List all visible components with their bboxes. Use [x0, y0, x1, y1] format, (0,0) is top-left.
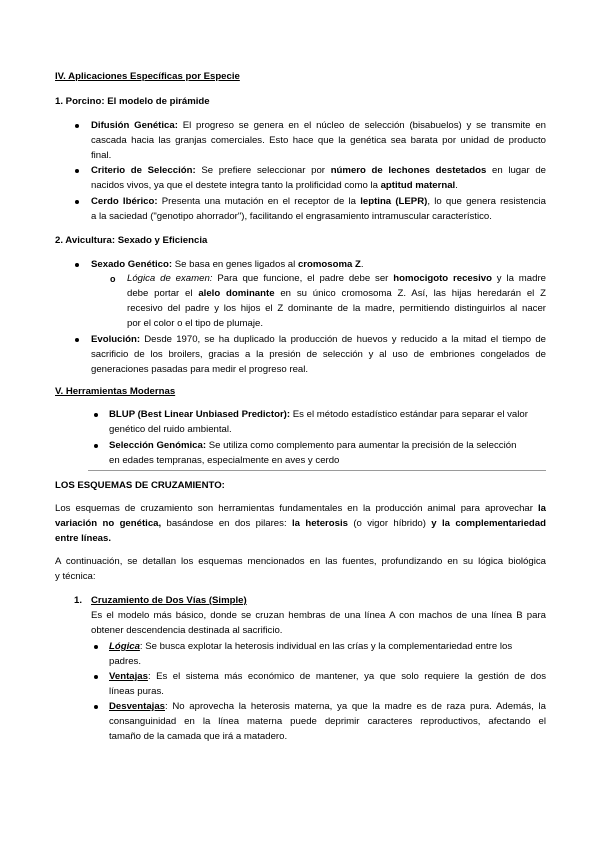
bullet-icon: [75, 338, 79, 342]
genomica-line-2: en edades tempranas, especialmente en aves y cerdo: [109, 455, 340, 466]
desventajas-line-2: consanguinidad en la línea materna puede deprimir caracteres reproductivos, afectando el: [109, 716, 546, 727]
criterio-line-2: nacidos vivos, ya que el destete integra tanto la prolificidad como la aptitud maternal.: [91, 180, 458, 191]
logica-examen-line-4: por el color o el tipo de plumaje.: [127, 318, 263, 329]
continuacion-line-1: A continuación, se detallan los esquemas mencionados en las fuentes, profundizando en su lógica biológica: [55, 556, 546, 567]
section-divider: [88, 470, 546, 471]
circle-bullet-icon: o: [110, 274, 116, 284]
ventajas-line-2: líneas puras.: [109, 686, 164, 697]
bullet-icon: [75, 263, 79, 267]
desventajas-line-1: Desventajas: No aprovecha la heterosis materna, ya que la madre es de raza pura. Además, la: [109, 701, 546, 712]
cruzamiento-intro-line-3: entre líneas.: [55, 533, 111, 544]
logica-examen-line-3: recesivo del padre y los hijos el Z dominante de la madre, permitiendo distinguirlos al nacer: [127, 303, 546, 314]
genomica-line-1: Selección Genómica: Se utiliza como complemento para aumentar la precisión de la selección: [109, 440, 517, 451]
difusion-line-2: cascada hacia las granjas comerciales. Esto hace que la genética sea barata por unidad de producto: [91, 135, 546, 146]
bullet-icon: [94, 444, 98, 448]
evolucion-line-2: sacrificio de los broilers, gracias a la presión de selección y al uso de embriones congelados de: [91, 349, 546, 360]
cruzamiento-intro-line-1: Los esquemas de cruzamiento son herramientas fundamentales en la producción animal para aprovechar la: [55, 503, 546, 514]
logica-examen-line-2: debe portar el alelo dominante en su único cromosoma Z. Así, las hijas heredarán el Z: [127, 288, 546, 299]
cruzamiento-title: LOS ESQUEMAS DE CRUZAMIENTO:: [55, 480, 225, 491]
continuacion-line-2: y técnica:: [55, 571, 96, 582]
evolucion-line-3: generaciones pasadas para medir el progreso real.: [91, 364, 309, 375]
sexado-line-1: Sexado Genético: Se basa en genes ligados al cromosoma Z.: [91, 259, 364, 270]
item-1-desc-line-2: obtener descendencia destinada al sacrificio.: [91, 625, 283, 636]
section-v-title: V. Herramientas Modernas: [55, 386, 176, 397]
item-1-desc-line-1: Es el modelo más básico, donde se cruzan hembras de una línea A con machos de una línea B para: [91, 610, 546, 621]
section-iv-title: IV. Aplicaciones Específicas por Especie: [55, 71, 240, 82]
difusion-line-1: Difusión Genética: El progreso se genera en el núcleo de selección (bisabuelos) y se transmite en: [91, 120, 546, 131]
bullet-icon: [75, 124, 79, 128]
blup-line-2: genético del ruido ambiental.: [109, 424, 232, 435]
evolucion-line-1: Evolución: Desde 1970, se ha duplicado la producción de huevos y reducido a la mitad el tiempo de: [91, 334, 546, 345]
bullet-icon: [75, 200, 79, 204]
difusion-line-3: final.: [91, 150, 112, 161]
bullet-icon: [94, 413, 98, 417]
logica-line-2: padres.: [109, 656, 141, 667]
ventajas-line-1: Ventajas: Es el sistema más económico de mantener, ya que solo requiere la gestión de dos: [109, 671, 546, 682]
logica-examen-line-1: Lógica de examen: Para que funcione, el padre debe ser homocigoto recesivo y la madre: [127, 273, 546, 284]
criterio-line-1: Criterio de Selección: Se prefiere seleccionar por número de lechones destetados en lugar de: [91, 165, 547, 176]
subsection-avicultura-title: 2. Avicultura: Sexado y Eficiencia: [55, 235, 208, 246]
bullet-icon: [75, 169, 79, 173]
cerdo-line-2: a la saciedad ("genotipo ahorrador"), facilitando el engrasamiento intramuscular característico.: [91, 211, 492, 222]
bullet-icon: [94, 705, 98, 709]
blup-line-1: BLUP (Best Linear Unbiased Predictor): Es el método estadístico estándar para separar el valor: [109, 409, 528, 420]
cruzamiento-intro-line-2: variación no genética, basándose en dos pilares: la heterosis (o vigor híbrido) y la complementariedad: [55, 518, 546, 529]
subsection-porcino-title: 1. Porcino: El modelo de pirámide: [55, 96, 210, 107]
desventajas-line-3: tamaño de la camada que irá a matadero.: [109, 731, 288, 742]
logica-line-1: Lógica: Se busca explotar la heterosis individual en las crías y la complementariedad entre los: [109, 641, 513, 652]
cerdo-line-1: Cerdo Ibérico: Presenta una mutación en el receptor de la leptina (LEPR), lo que genera resistencia: [91, 196, 547, 207]
item-1-number: 1.: [74, 595, 83, 606]
item-1-title: Cruzamiento de Dos Vías (Simple): [91, 595, 247, 606]
bullet-icon: [94, 645, 98, 649]
bullet-icon: [94, 675, 98, 679]
